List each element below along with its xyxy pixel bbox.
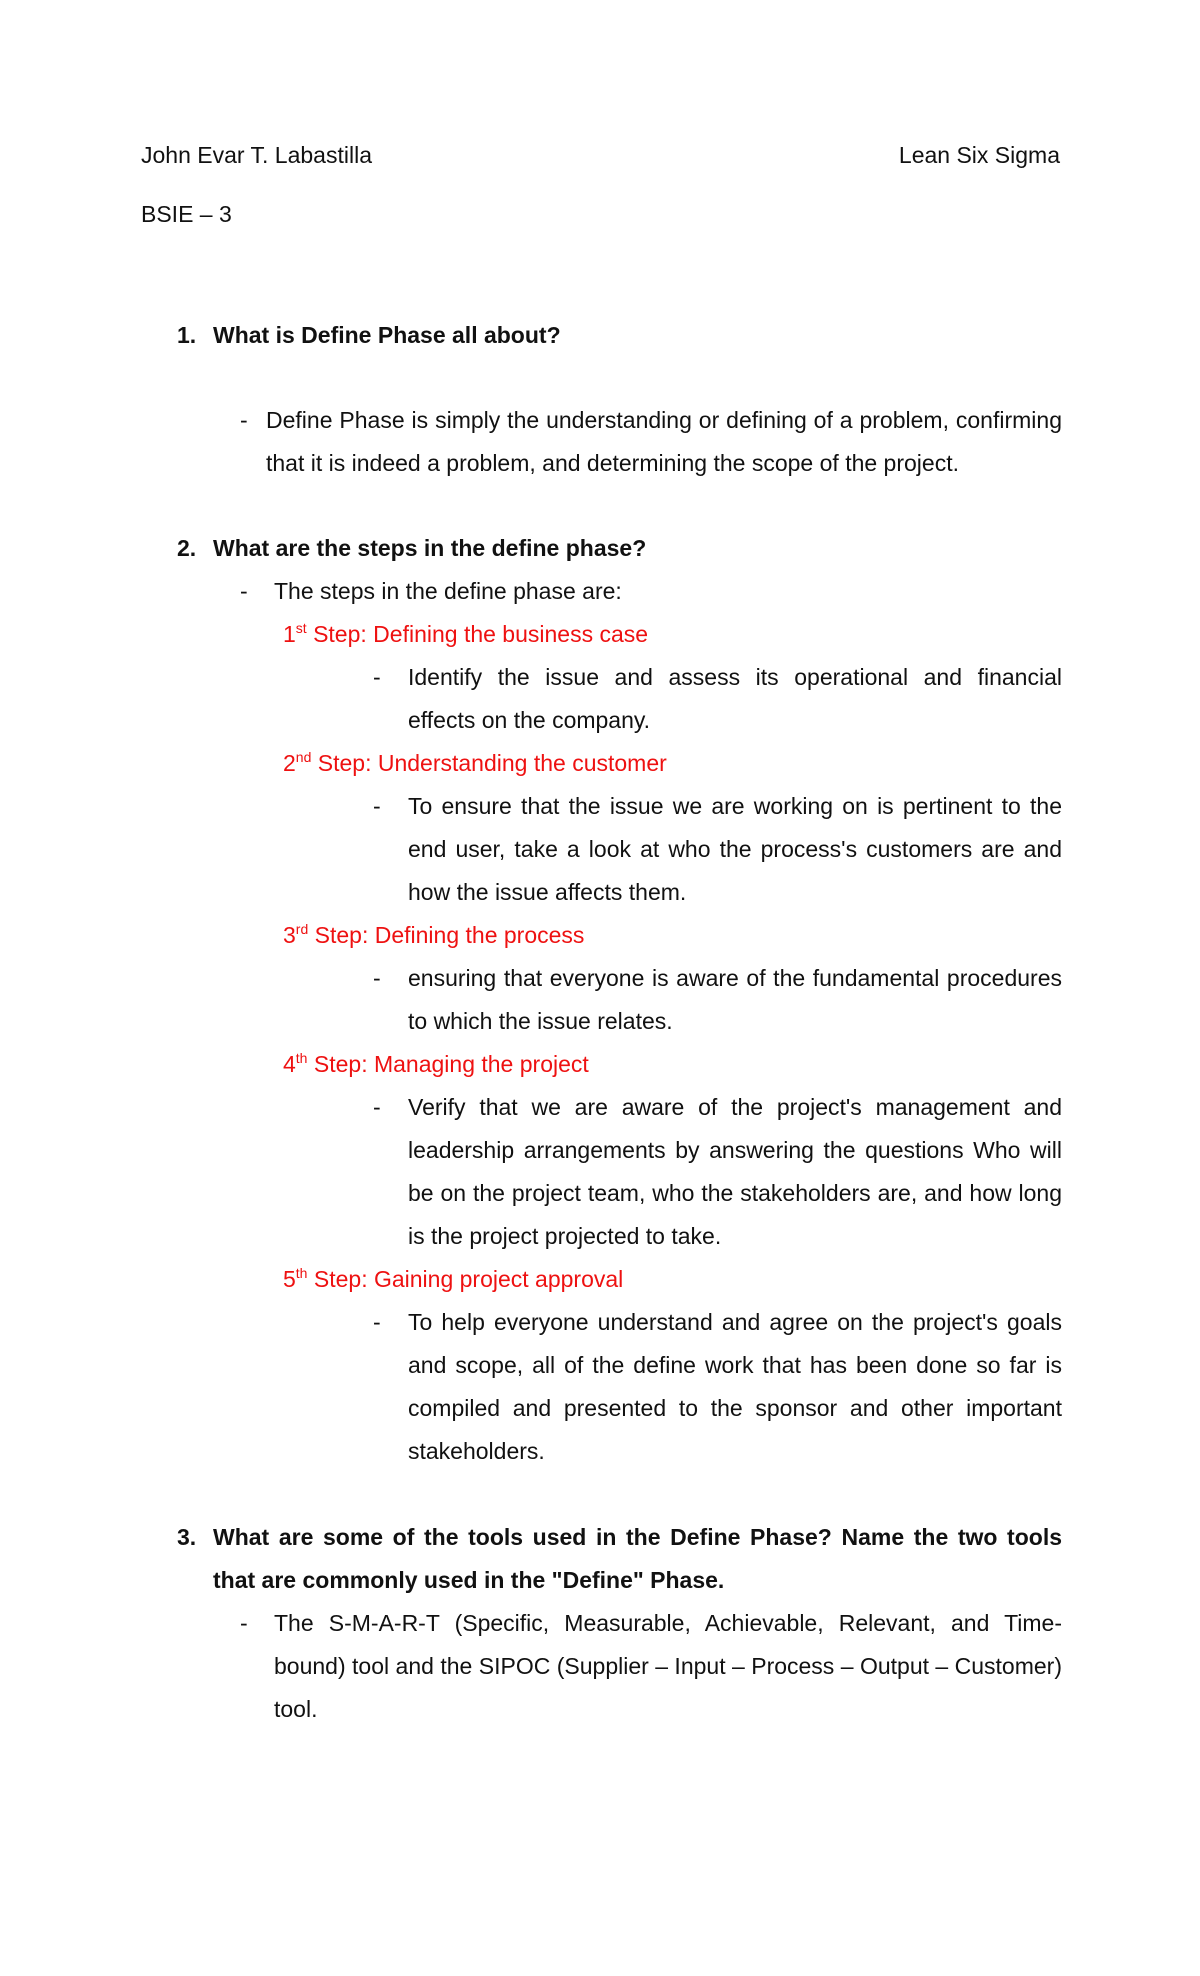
detail-dash: - <box>373 664 381 690</box>
answer-1 <box>240 399 1062 485</box>
question-number: 3. <box>177 1524 197 1550</box>
step-1-title <box>283 613 648 656</box>
answer-2 <box>240 570 1062 613</box>
detail-text: Verify that we are aware of the project's management and leadership arrangements by answering the questions Who will be on the project team, who the stakeholders are, and how long is the project projected to take. <box>408 1094 1062 1249</box>
step-ordinal: 1 <box>283 621 296 647</box>
answer-dash: - <box>240 578 248 604</box>
question-text: What are some of the tools used in the Define Phase? Name the two tools that are commonly used in the "Define" Phase. <box>213 1524 1062 1593</box>
question-number: 1. <box>177 322 197 348</box>
answer-text: The steps in the define phase are: <box>274 578 622 604</box>
answer-3 <box>240 1602 1062 1731</box>
step-ordinal: 4 <box>283 1051 296 1077</box>
detail-text: To help everyone understand and agree on the project's goals and scope, all of the define work that has been done so far is compiled and presented to the sponsor and other important stakeholders. <box>408 1309 1062 1464</box>
question-2 <box>177 527 1062 570</box>
question-3 <box>177 1516 1062 1602</box>
step-4-detail <box>373 1086 1062 1258</box>
step-3-detail <box>373 957 1062 1043</box>
step-ordinal-suffix: th <box>295 1050 308 1066</box>
step-2-title <box>283 742 667 785</box>
answer-text <box>268 399 1062 485</box>
question-text: What is Define Phase all about? <box>213 322 561 348</box>
step-ordinal: 2 <box>283 750 296 776</box>
answer-dash: - <box>240 1610 248 1636</box>
step-title: Step: Understanding the customer <box>311 750 667 776</box>
step-ordinal: 3 <box>283 922 296 948</box>
step-3-title <box>283 914 584 957</box>
detail-dash: - <box>373 793 381 819</box>
step-ordinal-suffix: nd <box>295 749 312 765</box>
step-4-title <box>283 1043 589 1086</box>
question-number: 2. <box>177 535 197 561</box>
step-1-detail <box>373 656 1062 742</box>
detail-text: To ensure that the issue we are working on is pertinent to the end user, take a look at who the process's customers are and how the issue affects them. <box>408 793 1062 905</box>
step-title: Step: Gaining project approval <box>307 1266 624 1292</box>
author-name: John Evar T. Labastilla <box>141 142 372 168</box>
course-title: Lean Six Sigma <box>898 142 1060 168</box>
step-title: Step: Managing the project <box>307 1051 589 1077</box>
question-1 <box>177 314 1062 357</box>
step-ordinal-suffix: th <box>295 1265 308 1281</box>
question-text: What are the steps in the define phase? <box>213 535 647 561</box>
detail-dash: - <box>373 1094 381 1120</box>
step-5-detail <box>373 1301 1062 1473</box>
section-label: BSIE – 3 <box>141 201 232 227</box>
step-ordinal: 5 <box>283 1266 296 1292</box>
step-ordinal-suffix: st <box>295 620 307 636</box>
step-5-title <box>283 1258 623 1301</box>
detail-text: Identify the issue and assess its operational and financial effects on the company. <box>408 664 1062 733</box>
step-ordinal-suffix: rd <box>295 921 309 937</box>
detail-dash: - <box>373 965 381 991</box>
detail-text: ensuring that everyone is aware of the fundamental procedures to which the issue relates. <box>408 965 1062 1034</box>
detail-dash: - <box>373 1309 381 1335</box>
step-title: Step: Defining the process <box>308 922 585 948</box>
answer-dash: - <box>240 407 248 433</box>
step-title: Step: Defining the business case <box>306 621 649 647</box>
answer-text: The S-M-A-R-T (Specific, Measurable, Achievable, Relevant, and Time-bound) tool and the SIPOC (Supplier – Input – Process – Output – Customer) tool. <box>274 1610 1062 1722</box>
step-2-detail <box>373 785 1062 914</box>
answer-text-body: Define Phase is simply the understanding or defining of a problem, confirming that it is indeed a problem, and determining the scope of the project. <box>266 407 1062 476</box>
